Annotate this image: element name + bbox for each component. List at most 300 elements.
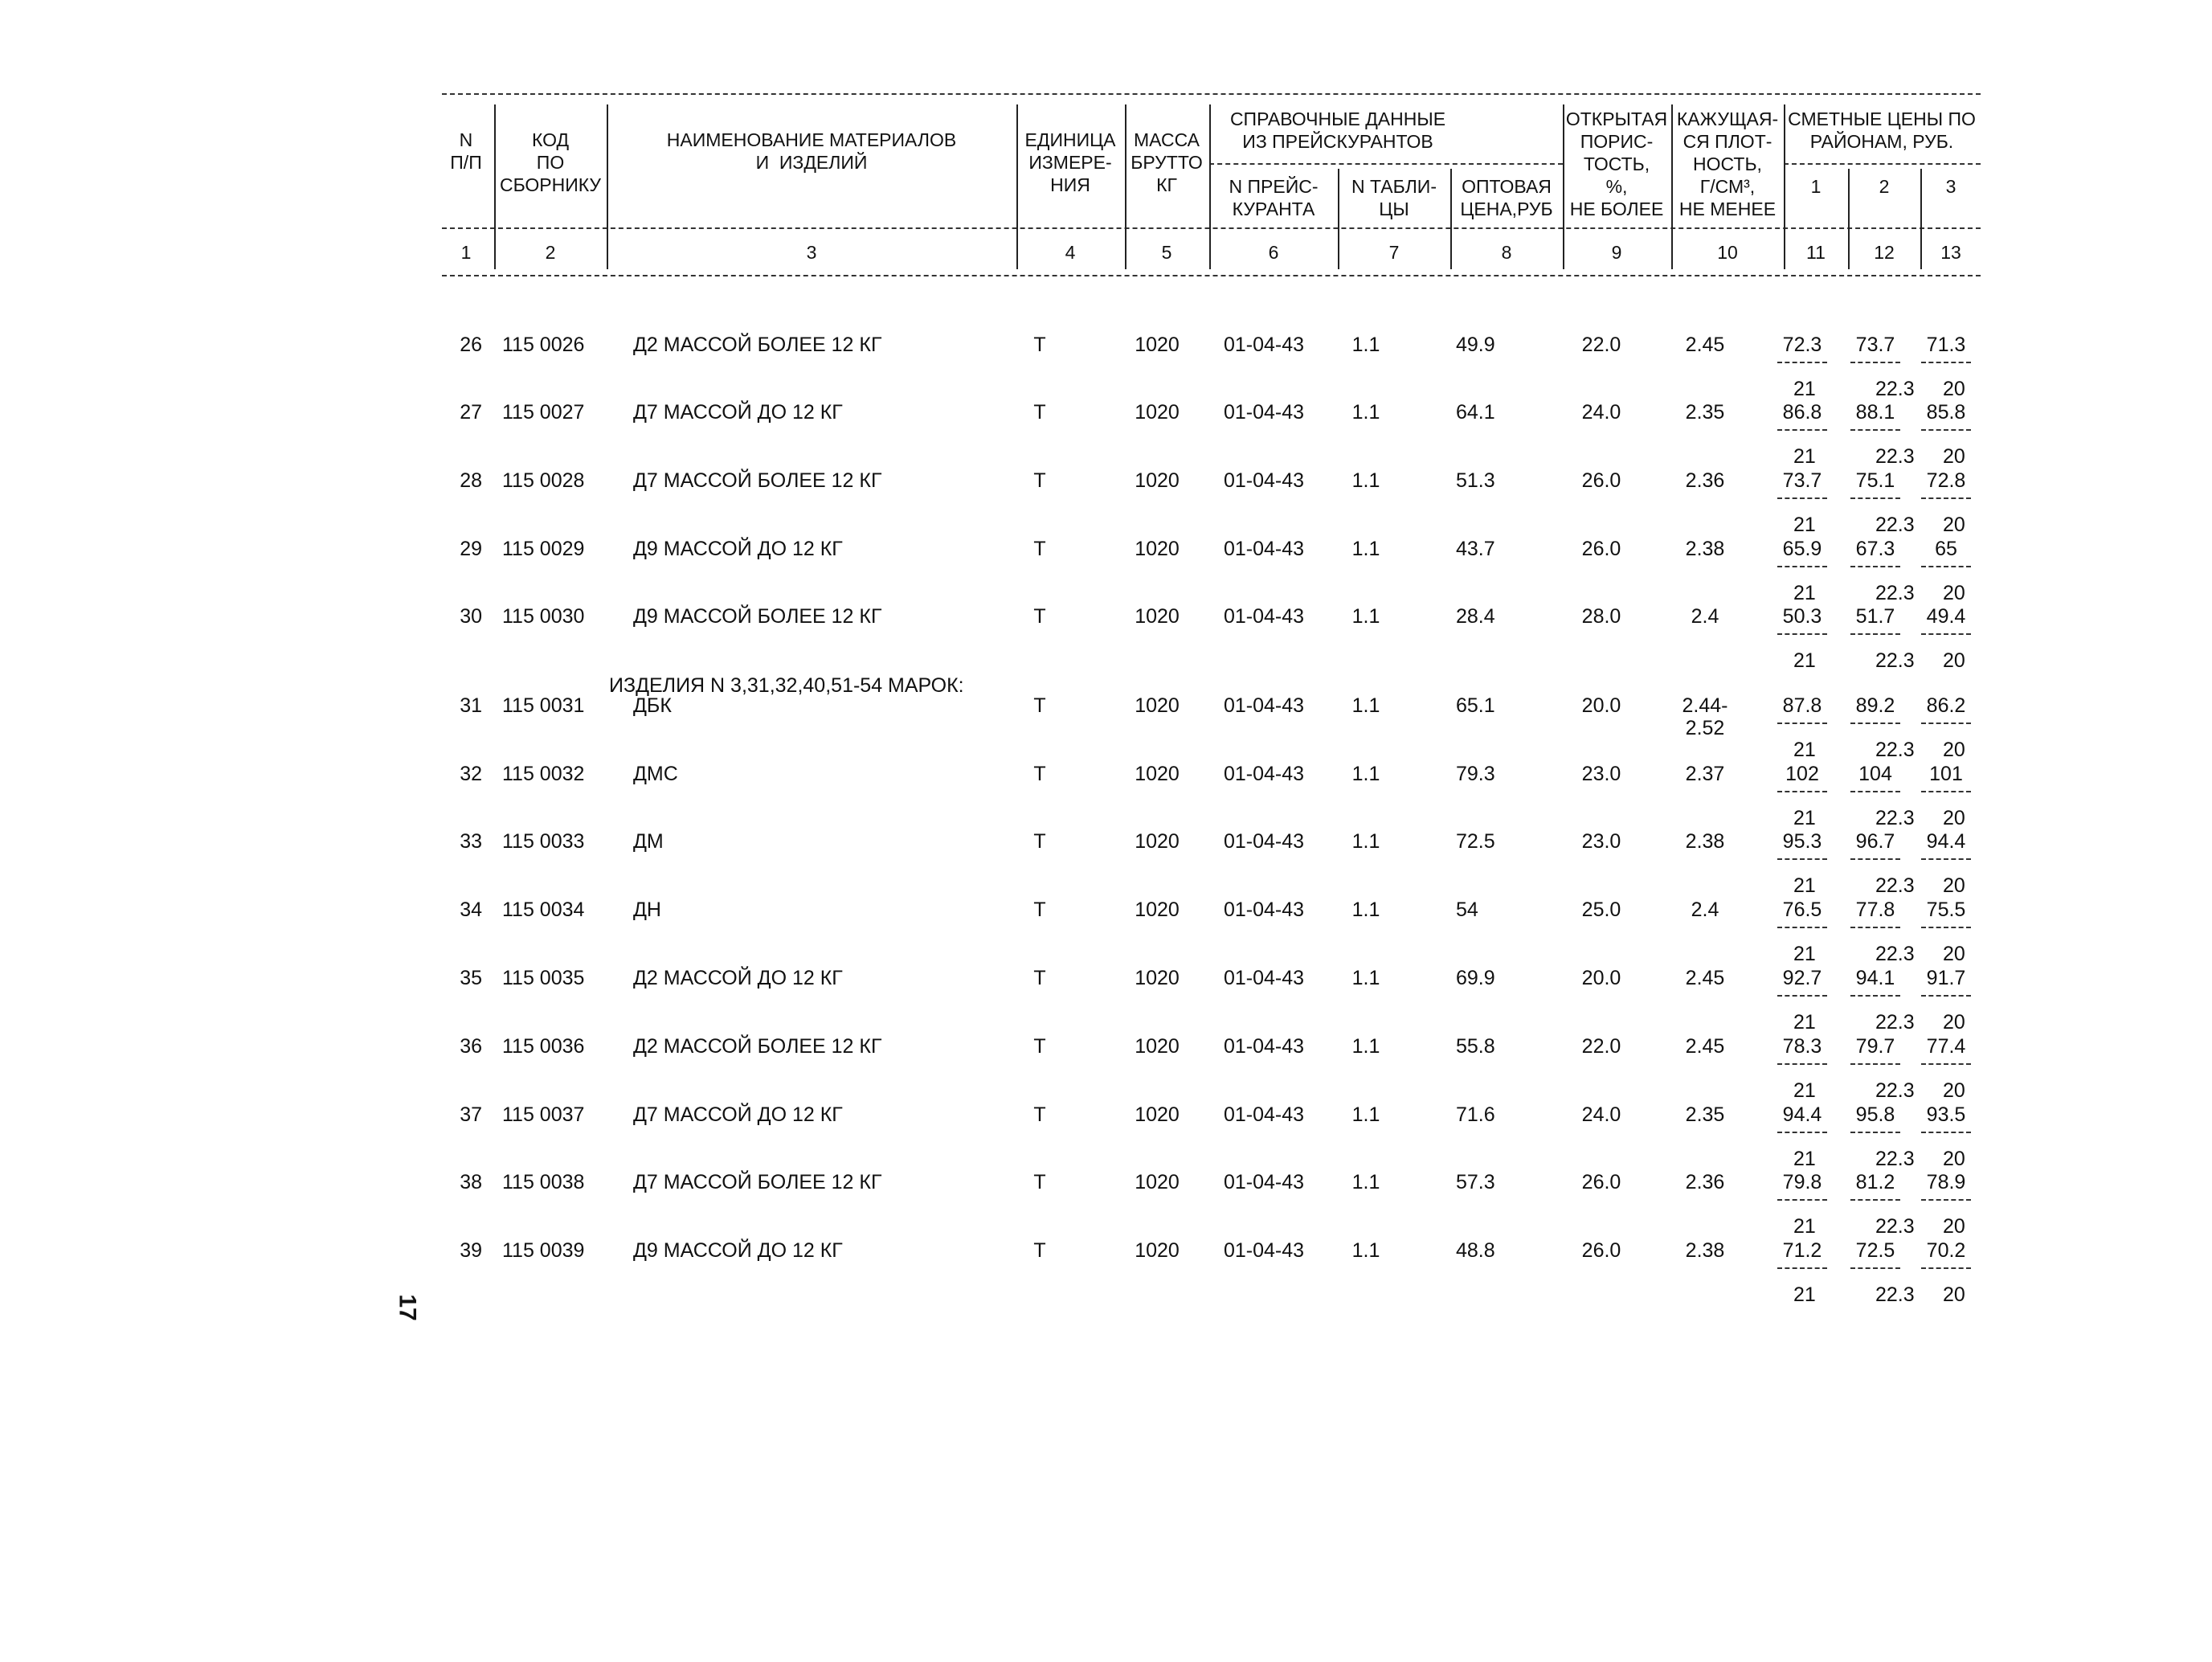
col-sep	[1563, 104, 1564, 269]
row-coef-region-1: 21	[1793, 807, 1816, 829]
row-price-region-3: 71.3	[1926, 334, 1966, 356]
row-table-number: 1.1	[1351, 605, 1380, 628]
row-coef-region-2: 22.3	[1875, 807, 1915, 829]
fraction-line	[1850, 633, 1900, 635]
header-col-unit: ЕДИНИЦА ИЗМЕРЕ- НИЯ	[1024, 129, 1116, 195]
row-coef-region-3: 20	[1943, 1283, 1965, 1306]
column-number: 10	[1717, 242, 1738, 263]
row-porosity: 25.0	[1581, 899, 1621, 921]
row-unit: Т	[1033, 538, 1046, 560]
row-coef-region-2: 22.3	[1875, 874, 1915, 897]
row-unit: Т	[1033, 763, 1046, 785]
row-price-list: 01-04-43	[1223, 1239, 1305, 1262]
row-density: 2.36	[1685, 469, 1725, 492]
row-price-region-1: 72.3	[1782, 334, 1822, 356]
header-col-name: НАИМЕНОВАНИЕ МАТЕРИАЛОВ И ИЗДЕЛИЙ	[666, 129, 957, 173]
row-coef-region-2: 22.3	[1875, 943, 1915, 965]
fraction-line	[1921, 791, 1971, 792]
row-density: 2.38	[1685, 538, 1725, 560]
row-coef-region-2: 22.3	[1875, 1011, 1915, 1034]
row-name: Д2 МАССОЙ БОЛЕЕ 12 КГ	[633, 334, 882, 356]
fraction-line	[1921, 927, 1971, 928]
row-coef-region-1: 21	[1793, 943, 1816, 965]
row-porosity: 22.0	[1581, 1035, 1621, 1058]
row-price-list: 01-04-43	[1223, 334, 1305, 356]
row-number: 36	[460, 1035, 482, 1058]
row-number: 29	[460, 538, 482, 560]
row-price-region-3: 94.4	[1926, 830, 1966, 853]
header-col-number: N П/П	[450, 129, 482, 173]
fraction-line	[1921, 566, 1971, 567]
column-number: 5	[1161, 242, 1172, 263]
row-price-region-2: 88.1	[1855, 401, 1895, 424]
row-mass: 1020	[1135, 538, 1180, 560]
row-code: 115 0039	[502, 1239, 585, 1262]
row-number: 30	[460, 605, 482, 628]
row-price-region-3: 86.2	[1926, 694, 1966, 717]
row-coef-region-1: 21	[1793, 1215, 1816, 1238]
row-coef-region-3: 20	[1943, 1079, 1965, 1102]
row-name: ДМ	[633, 830, 664, 853]
row-coef-region-3: 20	[1943, 1011, 1965, 1034]
row-coef-region-2: 22.3	[1875, 378, 1915, 400]
row-price-region-2: 75.1	[1855, 469, 1895, 492]
column-number: 2	[545, 242, 556, 263]
row-coef-region-1: 21	[1793, 874, 1816, 897]
row-price-list: 01-04-43	[1223, 763, 1305, 785]
fraction-line	[1777, 566, 1827, 567]
row-coef-region-1: 21	[1793, 514, 1816, 536]
row-code: 115 0032	[502, 763, 585, 785]
row-name: ДБК	[633, 694, 672, 717]
row-price-region-2: 72.5	[1855, 1239, 1895, 1262]
row-porosity: 28.0	[1581, 605, 1621, 628]
row-price-region-3: 91.7	[1926, 967, 1966, 989]
row-porosity: 26.0	[1581, 538, 1621, 560]
row-mass: 1020	[1135, 334, 1180, 356]
fraction-line	[1777, 633, 1827, 635]
row-name: Д9 МАССОЙ ДО 12 КГ	[633, 538, 843, 560]
row-unit: Т	[1033, 830, 1046, 853]
row-density-upper: 2.52	[1685, 717, 1725, 739]
row-table-number: 1.1	[1351, 1103, 1380, 1126]
row-density: 2.45	[1685, 967, 1725, 989]
row-price-region-1: 86.8	[1782, 401, 1822, 424]
row-table-number: 1.1	[1351, 538, 1380, 560]
row-code: 115 0031	[502, 694, 585, 717]
row-price-region-2: 51.7	[1855, 605, 1895, 628]
row-table-number: 1.1	[1351, 830, 1380, 853]
fraction-line	[1777, 995, 1827, 997]
row-coef-region-3: 20	[1943, 649, 1965, 672]
row-code: 115 0033	[502, 830, 585, 853]
fraction-line	[1921, 1267, 1971, 1269]
fraction-line	[1850, 858, 1900, 860]
row-number: 37	[460, 1103, 482, 1126]
row-unit: Т	[1033, 1239, 1046, 1262]
row-mass: 1020	[1135, 469, 1180, 492]
row-price-region-3: 85.8	[1926, 401, 1966, 424]
fraction-line	[1777, 791, 1827, 792]
fraction-line	[1921, 1199, 1971, 1201]
row-price-list: 01-04-43	[1223, 694, 1305, 717]
col-sep	[1450, 169, 1452, 269]
row-name: Д7 МАССОЙ ДО 12 КГ	[633, 401, 843, 424]
col-sep	[494, 104, 496, 269]
row-number: 31	[460, 694, 482, 717]
fraction-line	[1777, 1199, 1827, 1201]
row-price-list: 01-04-43	[1223, 1035, 1305, 1058]
fraction-line	[1921, 1063, 1971, 1065]
row-coef-region-2: 22.3	[1875, 1283, 1915, 1306]
row-table-number: 1.1	[1351, 967, 1380, 989]
col-sep	[1920, 169, 1922, 269]
row-density: 2.35	[1685, 401, 1725, 424]
row-coef-region-1: 21	[1793, 1079, 1816, 1102]
row-coef-region-3: 20	[1943, 739, 1965, 761]
row-porosity: 24.0	[1581, 401, 1621, 424]
row-price-region-2: 67.3	[1855, 538, 1895, 560]
row-porosity: 22.0	[1581, 334, 1621, 356]
column-number: 7	[1388, 242, 1400, 263]
header-col-density: КАЖУЩАЯ- СЯ ПЛОТ- НОСТЬ, Г/СМ³, НЕ МЕНЕЕ	[1676, 108, 1779, 219]
col-sep	[1784, 104, 1785, 269]
row-code: 115 0036	[502, 1035, 585, 1058]
row-unit: Т	[1033, 1103, 1046, 1126]
row-number: 26	[460, 334, 482, 356]
fraction-line	[1777, 927, 1827, 928]
row-table-number: 1.1	[1351, 334, 1380, 356]
row-price-region-3: 77.4	[1926, 1035, 1966, 1058]
col-sep	[1016, 104, 1018, 269]
row-price-region-1: 65.9	[1782, 538, 1822, 560]
fraction-line	[1850, 429, 1900, 431]
fraction-line	[1850, 723, 1900, 724]
row-mass: 1020	[1135, 967, 1180, 989]
header-col-region-1: 1	[1810, 176, 1822, 197]
row-density: 2.4	[1691, 899, 1719, 921]
row-number: 27	[460, 401, 482, 424]
row-coef-region-1: 21	[1793, 649, 1816, 672]
row-name: Д2 МАССОЙ БОЛЕЕ 12 КГ	[633, 1035, 882, 1058]
row-unit: Т	[1033, 334, 1046, 356]
top-rule	[442, 93, 1981, 95]
row-porosity: 26.0	[1581, 1171, 1621, 1193]
fraction-line	[1850, 995, 1900, 997]
row-unit: Т	[1033, 1035, 1046, 1058]
row-price-region-2: 77.8	[1855, 899, 1895, 921]
row-price-list: 01-04-43	[1223, 967, 1305, 989]
row-number: 28	[460, 469, 482, 492]
row-price-list: 01-04-43	[1223, 469, 1305, 492]
row-mass: 1020	[1135, 899, 1180, 921]
row-coef-region-1: 21	[1793, 445, 1816, 468]
fraction-line	[1777, 1132, 1827, 1133]
row-unit: Т	[1033, 401, 1046, 424]
row-table-number: 1.1	[1351, 1239, 1380, 1262]
row-number: 33	[460, 830, 482, 853]
row-coef-region-2: 22.3	[1875, 445, 1915, 468]
fraction-line	[1850, 497, 1900, 499]
row-coef-region-1: 21	[1793, 1011, 1816, 1034]
column-number: 6	[1268, 242, 1279, 263]
row-price-region-3: 65	[1935, 538, 1957, 560]
row-code: 115 0034	[502, 899, 585, 921]
fraction-line	[1921, 429, 1971, 431]
header-col-region-3: 3	[1945, 176, 1956, 197]
row-price-region-2: 95.8	[1855, 1103, 1895, 1126]
row-price-region-2: 96.7	[1855, 830, 1895, 853]
row-coef-region-2: 22.3	[1875, 582, 1915, 604]
row-name: Д9 МАССОЙ БОЛЕЕ 12 КГ	[633, 605, 882, 628]
row-coef-region-3: 20	[1943, 943, 1965, 965]
row-wholesale-price: 64.1	[1456, 401, 1495, 424]
row-table-number: 1.1	[1351, 694, 1380, 717]
page-number: 17	[394, 1294, 421, 1321]
row-mass: 1020	[1135, 830, 1180, 853]
row-table-number: 1.1	[1351, 899, 1380, 921]
row-price-region-1: 87.8	[1782, 694, 1822, 717]
row-wholesale-price: 71.6	[1456, 1103, 1495, 1126]
row-code: 115 0027	[502, 401, 585, 424]
row-coef-region-1: 21	[1793, 1283, 1816, 1306]
row-code: 115 0030	[502, 605, 585, 628]
row-unit: Т	[1033, 469, 1046, 492]
row-price-region-2: 73.7	[1855, 334, 1895, 356]
col-sep	[1338, 169, 1339, 269]
row-number: 34	[460, 899, 482, 921]
row-porosity: 26.0	[1581, 469, 1621, 492]
header-col-table: N ТАБЛИ- ЦЫ	[1351, 176, 1437, 219]
row-coef-region-2: 22.3	[1875, 1079, 1915, 1102]
row-density: 2.44-	[1682, 694, 1728, 717]
row-unit: Т	[1033, 694, 1046, 717]
column-number: 11	[1806, 242, 1826, 263]
row-mass: 1020	[1135, 1239, 1180, 1262]
fraction-line	[1921, 858, 1971, 860]
row-table-number: 1.1	[1351, 1035, 1380, 1058]
row-price-region-1: 71.2	[1782, 1239, 1822, 1262]
row-price-region-3: 93.5	[1926, 1103, 1966, 1126]
row-price-region-3: 78.9	[1926, 1171, 1966, 1193]
fraction-line	[1777, 1063, 1827, 1065]
row-name: Д7 МАССОЙ БОЛЕЕ 12 КГ	[633, 1171, 882, 1193]
row-wholesale-price: 57.3	[1456, 1171, 1495, 1193]
row-unit: Т	[1033, 967, 1046, 989]
row-wholesale-price: 55.8	[1456, 1035, 1495, 1058]
row-code: 115 0035	[502, 967, 585, 989]
row-price-region-3: 70.2	[1926, 1239, 1966, 1262]
row-wholesale-price: 79.3	[1456, 763, 1495, 785]
row-porosity: 23.0	[1581, 830, 1621, 853]
header-price-group: СМЕТНЫЕ ЦЕНЫ ПО РАЙОНАМ, РУБ.	[1788, 108, 1976, 152]
row-coef-region-2: 22.3	[1875, 1148, 1915, 1170]
row-table-number: 1.1	[1351, 1171, 1380, 1193]
row-coef-region-3: 20	[1943, 807, 1965, 829]
row-price-region-1: 73.7	[1782, 469, 1822, 492]
row-price-region-2: 89.2	[1855, 694, 1895, 717]
row-wholesale-price: 48.8	[1456, 1239, 1495, 1262]
fraction-line	[1777, 362, 1827, 363]
row-porosity: 23.0	[1581, 763, 1621, 785]
fraction-line	[1850, 927, 1900, 928]
row-price-region-1: 92.7	[1782, 967, 1822, 989]
row-coef-region-3: 20	[1943, 445, 1965, 468]
row-mass: 1020	[1135, 1171, 1180, 1193]
row-coef-region-1: 21	[1793, 582, 1816, 604]
price-subrule	[1784, 163, 1981, 165]
row-price-list: 01-04-43	[1223, 605, 1305, 628]
fraction-line	[1850, 1267, 1900, 1269]
row-wholesale-price: 51.3	[1456, 469, 1495, 492]
row-price-region-1: 94.4	[1782, 1103, 1822, 1126]
row-code: 115 0037	[502, 1103, 585, 1126]
header-col-porosity: ОТКРЫТАЯ ПОРИС- ТОСТЬ, %, НЕ БОЛЕЕ	[1565, 108, 1668, 219]
fraction-line	[1850, 1132, 1900, 1133]
fraction-line	[1850, 566, 1900, 567]
header-ref-group: СПРАВОЧНЫЕ ДАННЫЕ ИЗ ПРЕЙСКУРАНТОВ	[1229, 108, 1446, 152]
row-coef-region-2: 22.3	[1875, 1215, 1915, 1238]
row-mass: 1020	[1135, 605, 1180, 628]
fraction-line	[1777, 858, 1827, 860]
row-coef-region-1: 21	[1793, 378, 1816, 400]
row-name: Д7 МАССОЙ ДО 12 КГ	[633, 1103, 843, 1126]
fraction-line	[1850, 791, 1900, 792]
row-unit: Т	[1033, 605, 1046, 628]
row-price-region-2: 104	[1858, 763, 1892, 785]
row-density: 2.4	[1691, 605, 1719, 628]
row-price-region-1: 95.3	[1782, 830, 1822, 853]
row-name: Д9 МАССОЙ ДО 12 КГ	[633, 1239, 843, 1262]
row-number: 32	[460, 763, 482, 785]
row-wholesale-price: 69.9	[1456, 967, 1495, 989]
row-mass: 1020	[1135, 1035, 1180, 1058]
row-density: 2.37	[1685, 763, 1725, 785]
header-col-region-2: 2	[1879, 176, 1890, 197]
row-coef-region-3: 20	[1943, 582, 1965, 604]
row-porosity: 20.0	[1581, 694, 1621, 717]
fraction-line	[1921, 497, 1971, 499]
row-density: 2.35	[1685, 1103, 1725, 1126]
row-price-region-2: 81.2	[1855, 1171, 1895, 1193]
row-density: 2.45	[1685, 334, 1725, 356]
row-porosity: 24.0	[1581, 1103, 1621, 1126]
row-code: 115 0028	[502, 469, 585, 492]
fraction-line	[1921, 1132, 1971, 1133]
row-code: 115 0026	[502, 334, 585, 356]
row-mass: 1020	[1135, 1103, 1180, 1126]
col-sep	[1671, 104, 1673, 269]
row-table-number: 1.1	[1351, 401, 1380, 424]
row-mass: 1020	[1135, 763, 1180, 785]
row-density: 2.36	[1685, 1171, 1725, 1193]
col-sep	[1125, 104, 1126, 269]
row-coef-region-2: 22.3	[1875, 514, 1915, 536]
column-number: 9	[1611, 242, 1622, 263]
row-price-region-1: 50.3	[1782, 605, 1822, 628]
col-sep	[1209, 104, 1211, 269]
row-number: 35	[460, 967, 482, 989]
row-wholesale-price: 43.7	[1456, 538, 1495, 560]
row-price-list: 01-04-43	[1223, 1103, 1305, 1126]
row-price-list: 01-04-43	[1223, 1171, 1305, 1193]
row-price-list: 01-04-43	[1223, 401, 1305, 424]
row-wholesale-price: 54	[1456, 899, 1478, 921]
row-density: 2.38	[1685, 830, 1725, 853]
row-price-region-3: 101	[1929, 763, 1963, 785]
row-price-region-2: 94.1	[1855, 967, 1895, 989]
fraction-line	[1777, 497, 1827, 499]
column-number: 13	[1940, 242, 1961, 263]
fraction-line	[1777, 1267, 1827, 1269]
row-name: ДН	[633, 899, 661, 921]
row-porosity: 26.0	[1581, 1239, 1621, 1262]
fraction-line	[1921, 723, 1971, 724]
row-number: 39	[460, 1239, 482, 1262]
row-name: Д2 МАССОЙ ДО 12 КГ	[633, 967, 843, 989]
row-coef-region-1: 21	[1793, 1148, 1816, 1170]
row-price-region-1: 76.5	[1782, 899, 1822, 921]
row-wholesale-price: 65.1	[1456, 694, 1495, 717]
row-coef-region-3: 20	[1943, 378, 1965, 400]
row-price-region-1: 79.8	[1782, 1171, 1822, 1193]
row-price-list: 01-04-43	[1223, 899, 1305, 921]
row-mass: 1020	[1135, 694, 1180, 717]
row-name: ДМС	[633, 763, 678, 785]
column-number: 4	[1065, 242, 1076, 263]
row-coef-region-2: 22.3	[1875, 649, 1915, 672]
header-bottom-rule	[442, 275, 1981, 276]
row-code: 115 0038	[502, 1171, 585, 1193]
fraction-line	[1921, 995, 1971, 997]
row-price-region-1: 102	[1785, 763, 1819, 785]
group-label: ИЗДЕЛИЯ N 3,31,32,40,51-54 МАРОК:	[609, 674, 964, 697]
column-number: 8	[1501, 242, 1512, 263]
row-density: 2.45	[1685, 1035, 1725, 1058]
ref-subrule	[1209, 163, 1563, 165]
fraction-line	[1850, 1199, 1900, 1201]
row-name: Д7 МАССОЙ БОЛЕЕ 12 КГ	[633, 469, 882, 492]
row-price-region-3: 49.4	[1926, 605, 1966, 628]
fraction-line	[1777, 723, 1827, 724]
row-porosity: 20.0	[1581, 967, 1621, 989]
row-table-number: 1.1	[1351, 763, 1380, 785]
fraction-line	[1921, 633, 1971, 635]
row-coef-region-3: 20	[1943, 514, 1965, 536]
header-mid-rule	[442, 227, 1981, 229]
fraction-line	[1850, 362, 1900, 363]
fraction-line	[1921, 362, 1971, 363]
column-number: 3	[806, 242, 817, 263]
row-wholesale-price: 49.9	[1456, 334, 1495, 356]
row-coef-region-3: 20	[1943, 874, 1965, 897]
header-col-code: КОД ПО СБОРНИКУ	[499, 129, 602, 195]
row-coef-region-3: 20	[1943, 1215, 1965, 1238]
col-sep	[607, 104, 608, 269]
row-price-region-2: 79.7	[1855, 1035, 1895, 1058]
fraction-line	[1777, 429, 1827, 431]
header-col-wholesale: ОПТОВАЯ ЦЕНА,РУБ	[1460, 176, 1553, 219]
row-wholesale-price: 28.4	[1456, 605, 1495, 628]
row-coef-region-3: 20	[1943, 1148, 1965, 1170]
row-price-list: 01-04-43	[1223, 538, 1305, 560]
row-price-region-1: 78.3	[1782, 1035, 1822, 1058]
row-number: 38	[460, 1171, 482, 1193]
row-unit: Т	[1033, 899, 1046, 921]
row-code: 115 0029	[502, 538, 585, 560]
row-wholesale-price: 72.5	[1456, 830, 1495, 853]
row-coef-region-2: 22.3	[1875, 739, 1915, 761]
